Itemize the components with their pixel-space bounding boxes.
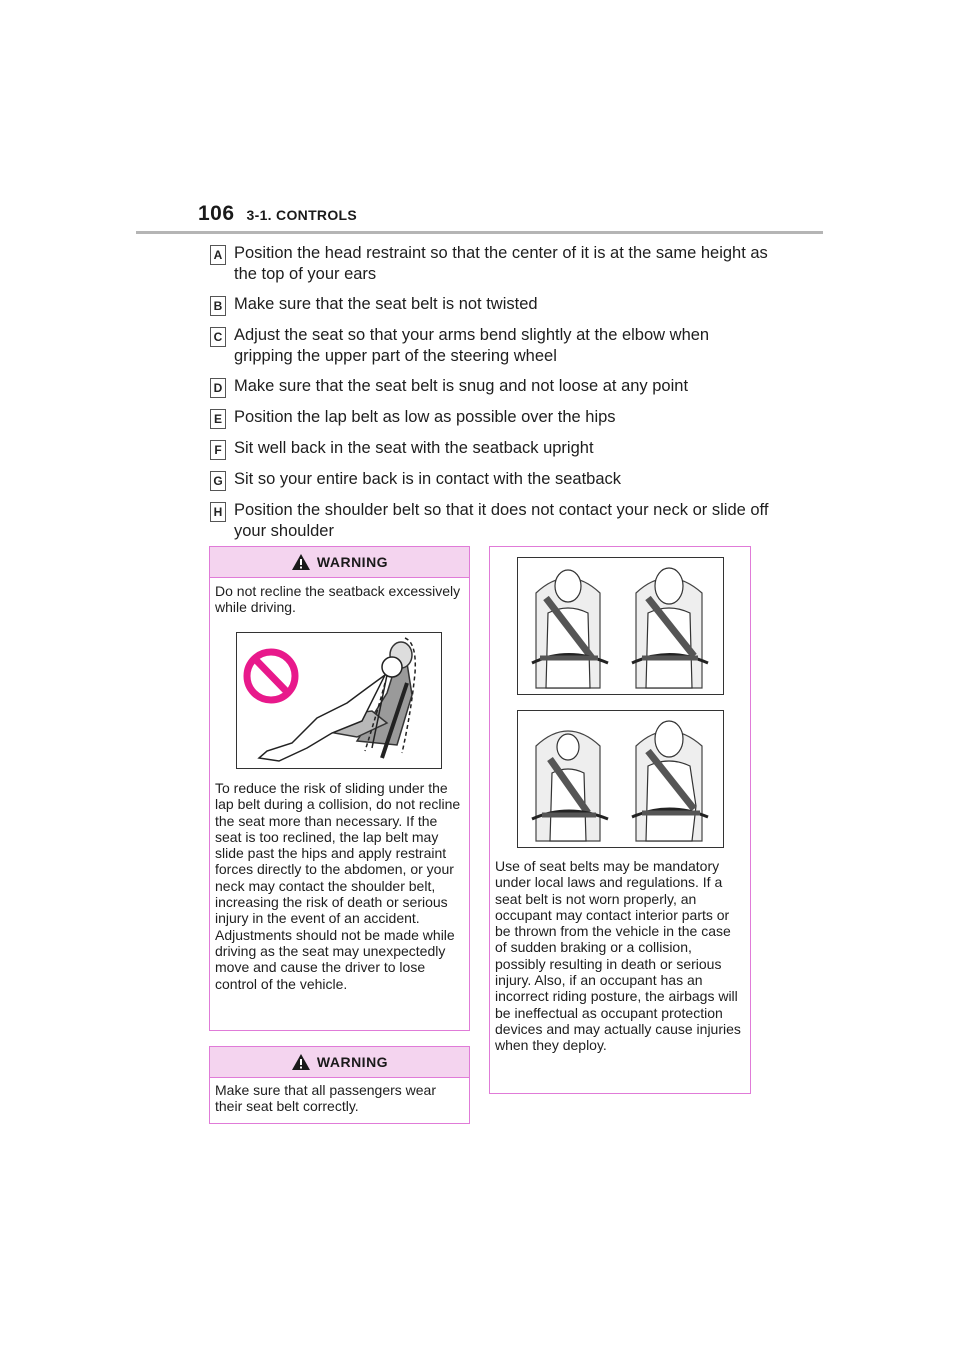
list-item	[210, 325, 770, 367]
list-item	[210, 438, 770, 460]
page-number: 106	[198, 202, 235, 225]
list-item	[210, 243, 770, 285]
item-letter: E	[210, 409, 226, 429]
item-text: Position the lap belt as low as possible over the hips	[234, 408, 616, 426]
warning-label: WARNING	[316, 554, 389, 570]
pregnant-occupant-illustration	[632, 721, 708, 841]
item-letter: G	[210, 471, 226, 491]
list-item	[210, 294, 770, 316]
item-text: Position the shoulder belt so that it does not contact your neck or slide off your shoulder	[234, 501, 769, 540]
item-text: Sit well back in the seat with the seatback upright	[234, 439, 594, 457]
item-text: Adjust the seat so that your arms bend slightly at the elbow when gripping the upper part of the steering wheel	[234, 326, 710, 365]
item-text: Position the head restraint so that the center of it is at the same height as the top of your ears	[234, 244, 768, 283]
item-letter: C	[210, 327, 226, 347]
list-item	[210, 407, 770, 429]
item-letter: F	[210, 440, 226, 460]
reclined-seat-figure	[236, 632, 442, 769]
warning-header	[210, 1047, 469, 1078]
item-letter: B	[210, 296, 226, 316]
adult-occupants-figure	[517, 557, 724, 695]
male-occupant-illustration	[532, 570, 608, 688]
list-item	[210, 376, 770, 398]
item-text: Make sure that the seat belt is snug and not loose at any point	[234, 377, 689, 395]
list-item	[210, 469, 770, 491]
warning-triangle-icon	[291, 1053, 311, 1071]
prohibition-icon	[247, 652, 295, 700]
warning-header	[210, 547, 469, 578]
item-letter: H	[210, 502, 226, 522]
warning-intro: Do not recline the seatback excessively while driving.	[215, 583, 461, 616]
list-item	[210, 500, 770, 542]
child-pregnant-occupants-figure	[517, 710, 724, 848]
item-letter: D	[210, 378, 226, 398]
section-title: 3-1. CONTROLS	[246, 207, 358, 223]
item-text: Sit so your entire back is in contact with the seatback	[234, 470, 622, 488]
warning-box-recline	[209, 546, 470, 1031]
warning-label: WARNING	[316, 1054, 389, 1070]
page-header	[198, 202, 357, 226]
instruction-list	[210, 243, 770, 551]
header-rule	[136, 231, 823, 234]
child-occupant-illustration	[532, 731, 608, 841]
seatbelt-info-text: Use of seat belts may be mandatory under local laws and regulations. If a seat belt is not worn properly, an occupant may contact interior parts or be thrown from the vehicle in the case of sudden braking or a collision, possibly resulting in death or serious injury. Also, if an occupant has an incorrect riding posture, the airbags will be ineffectual as occupant protection devices and may actually cause injuries when they deploy.	[495, 858, 741, 1054]
warning-body: To reduce the risk of sliding under the lap belt during a collision, do not recline the seat more than necessary. If the seat is too reclined, the lap belt may slide past the hips and apply restraint forces directly to the abdomen, or your neck may contact the shoulder belt, increasing the risk of death or serious injury in the event of an accident. Adjustments should not be made while driving as the seat may unexpectedly move and cause the driver to lose control of the vehicle.	[215, 780, 461, 992]
warning-text: Make sure that all passengers wear their seat belt correctly.	[215, 1082, 436, 1115]
warning-box-passengers	[209, 1046, 470, 1124]
warning-triangle-icon	[291, 553, 311, 571]
item-letter: A	[210, 245, 226, 265]
item-text: Make sure that the seat belt is not twisted	[234, 295, 538, 313]
seatbelt-info-box	[489, 546, 751, 1094]
female-occupant-illustration	[632, 568, 708, 688]
